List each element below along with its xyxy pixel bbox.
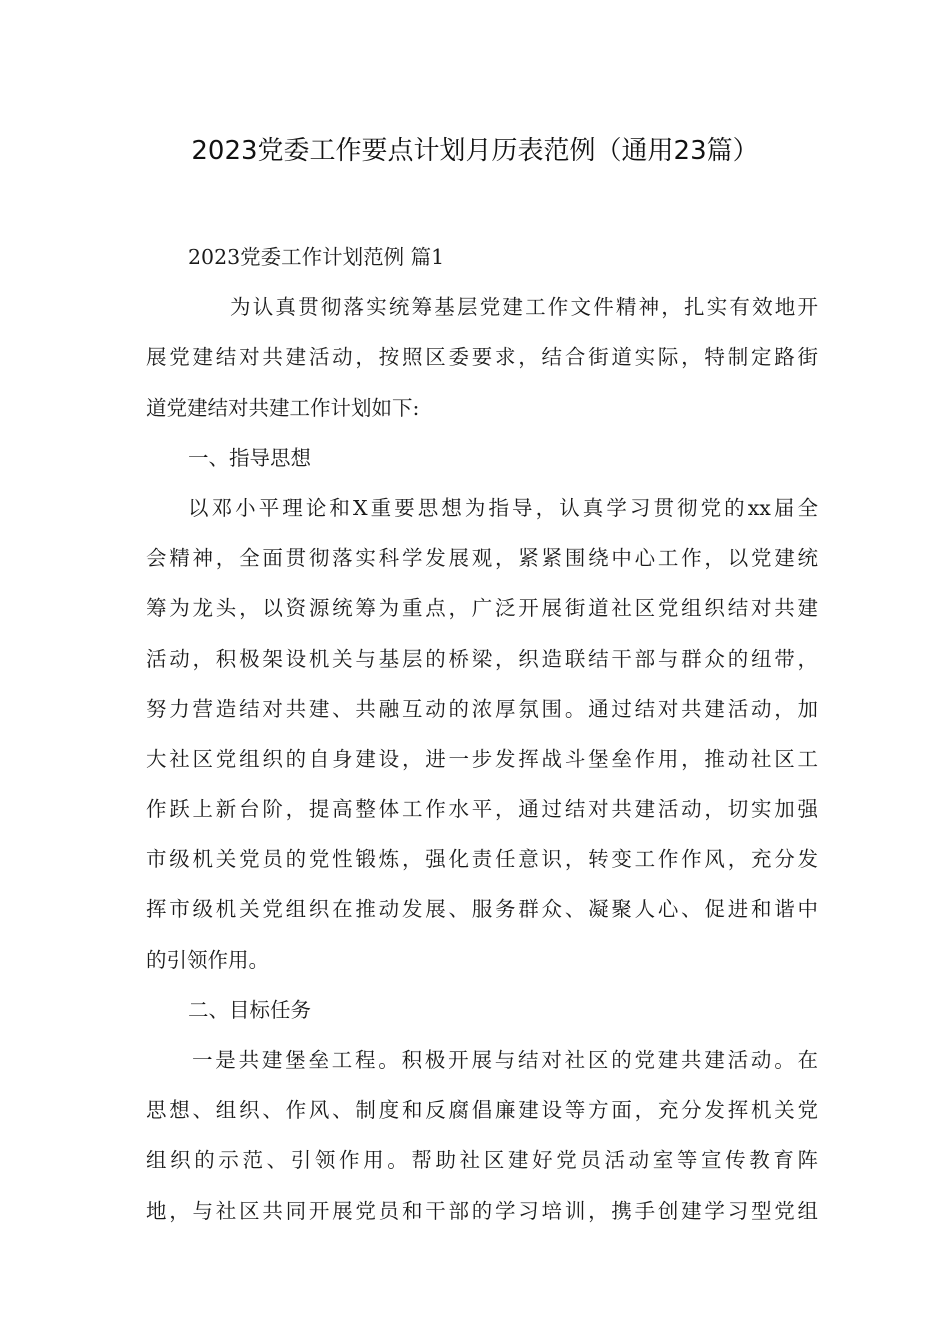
paragraph-line: 组织的示范、引领作用。帮助社区建好党员活动室等宣传教育阵 (146, 1148, 818, 1173)
paragraph-line: 挥市级机关党组织在推动发展、服务群众、凝聚人心、促进和谐中 (146, 897, 818, 922)
paragraph-line: 市级机关党员的党性锻炼，强化责任意识，转变工作作风，充分发 (146, 847, 818, 872)
section-heading: 2023党委工作计划范例 篇1 (188, 245, 445, 269)
paragraph-line: 的引领作用。 (146, 947, 269, 972)
heading-target-tasks: 二、目标任务 (188, 997, 311, 1022)
paragraph-line: 筹为龙头，以资源统筹为重点，广泛开展街道社区党组织结对共建 (146, 596, 818, 621)
paragraph-line: 活动，积极架设机关与基层的桥梁，织造联结干部与群众的纽带， (146, 646, 818, 671)
paragraph-line: 会精神，全面贯彻落实科学发展观，紧紧围绕中心工作，以党建统 (146, 546, 818, 571)
paragraph-line: 作跃上新台阶，提高整体工作水平，通过结对共建活动，切实加强 (146, 797, 818, 822)
paragraph-line: 思想、组织、作风、制度和反腐倡廉建设等方面，充分发挥机关党 (146, 1098, 818, 1123)
document-body (146, 232, 818, 1236)
paragraph-line: 展党建结对共建活动，按照区委要求，结合街道实际，特制定路街 (146, 345, 818, 370)
paragraph-line: 努力营造结对共建、共融互动的浓厚氛围。通过结对共建活动，加 (146, 696, 818, 721)
paragraph-line: 一是共建堡垒工程。积极开展与结对社区的党建共建活动。在 (192, 1048, 818, 1072)
document-title: 2023党委工作要点计划月历表范例（通用23篇） (191, 136, 759, 166)
paragraph-line: 地，与社区共同开展党员和干部的学习培训，携手创建学习型党组 (146, 1198, 818, 1223)
paragraph-line: 道党建结对共建工作计划如下: (146, 395, 420, 420)
paragraph-line: 为认真贯彻落实统筹基层党建工作文件精神，扎实有效地开 (230, 295, 818, 320)
heading-guiding-ideology: 一、指导思想 (188, 445, 311, 470)
paragraph-line: 以邓小平理论和X重要思想为指导，认真学习贯彻党的xx届全 (188, 495, 818, 520)
paragraph-line: 大社区党组织的自身建设，进一步发挥战斗堡垒作用，推动社区工 (146, 746, 818, 771)
